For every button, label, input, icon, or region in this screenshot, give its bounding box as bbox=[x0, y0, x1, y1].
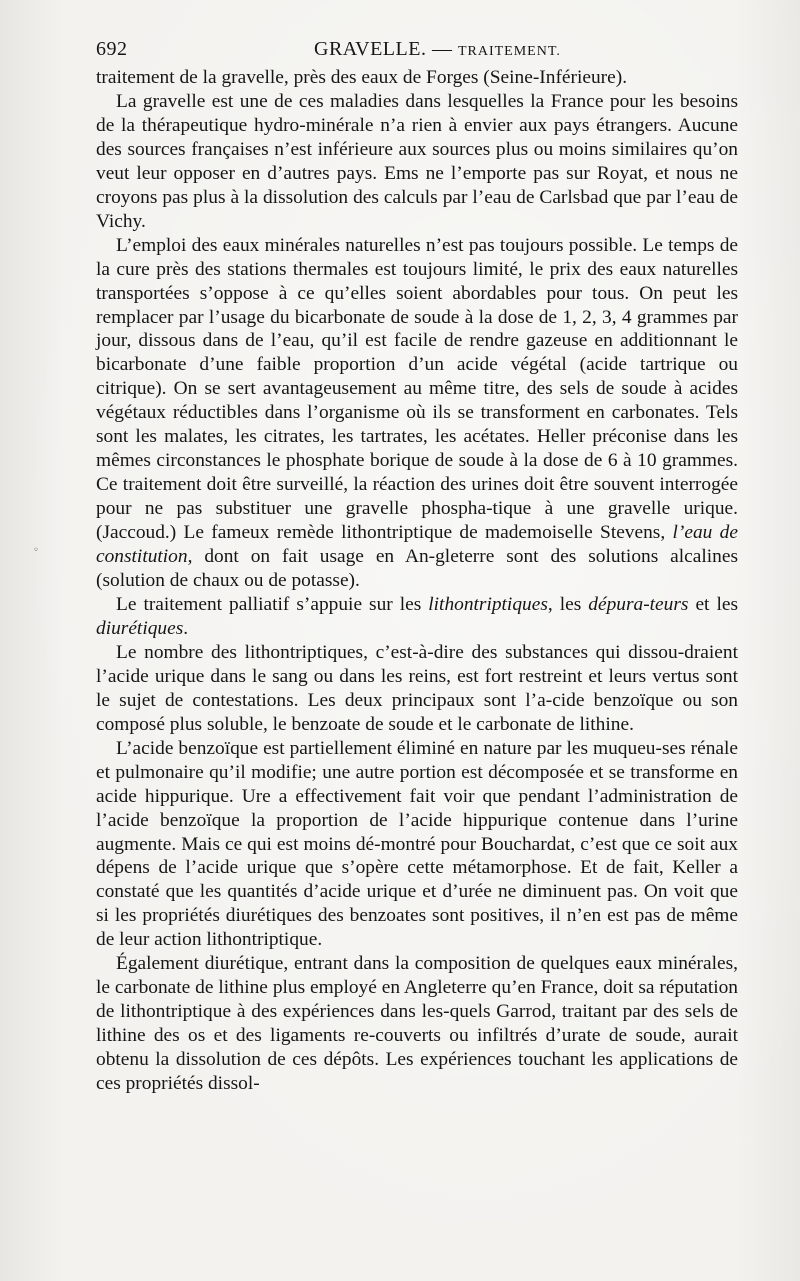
paragraph-4-italic-1: lithontriptiques bbox=[428, 593, 548, 615]
paragraph-3-text-a: L’emploi des eaux minérales naturelles n’est pas toujours possible. Le temps de la cure près des stations thermales est toujours limité, le prix des eaux naturelles transportées s’oppose à ce qu’elles soient abordables pour tous. On peut les remplacer par l’usage du bicarbonate de soude à la dose de 1, 2, 3, 4 grammes par jour, dissous dans de l’eau, qu’il est facile de rendre gazeuse en additionnant le bicarbonate d’une faible proportion d’un acide végétal (acide tartrique ou citrique). On se sert avantageusement au même titre, des sels de soude à acides végétaux réductibles dans l’organisme où ils se transforment en carbonates. Tels sont les malates, les citrates, les tartrates, les acétates. Heller préconise dans les mêmes circonstances le phosphate borique de soude à la dose de 6 à 10 grammes. Ce traitement doit être surveillé, la réaction des urines doit être souvent interrogée pour ne pas substituer une gravelle phospha-tique à une gravelle urique. (Jaccoud.) Le fameux remède lithontriptique de mademoiselle Stevens, bbox=[96, 234, 738, 544]
paragraph-3-text-b: , dont on fait usage en An-gleterre sont des solutions alcalines (solution de chaux ou de potasse). bbox=[96, 546, 738, 592]
running-title-section: TRAITEMENT. bbox=[457, 44, 561, 59]
paragraph-4-text-c: et les bbox=[688, 593, 738, 615]
paragraph-4-italic-2: dépura-teurs bbox=[588, 593, 689, 615]
body-text bbox=[96, 66, 738, 1096]
paragraph-4-text-d: . bbox=[183, 617, 189, 639]
paragraph-4 bbox=[96, 593, 738, 641]
page-header bbox=[96, 36, 738, 66]
paragraph-7: Également diurétique, entrant dans la composition de quelques eaux minérales, le carbonate de lithine plus employé en Angleterre qu’en France, doit sa réputation de lithontriptique à des expériences dans les-quels Garrod, traitant par des sels de lithine des os et des ligaments re-couverts ou infiltrés d’urate de soude, aurait obtenu la dissolution de ces dépôts. Les expériences touchant les applications de ces propriétés dissol- bbox=[96, 953, 738, 1095]
paragraph-6: L’acide benzoïque est partiellement éliminé en nature par les muqueu-ses rénale et pulmonaire qu’il modifie; une autre portion est décomposée et se transforme en acide hippurique. Ure a effectivement fait voir que pendant l’administration de l’acide benzoïque la proportion de l’acide hippurique contenue dans l’urine augmente. Mais ce qui est moins dé-montré pour Bouchardat, c’est que ce soit aux dépens de l’acide urique que s’opère cette métamorphose. Et de fait, Keller a constaté que les quantités d’acide urique et d’urée ne diminuent pas. On voit que si les propriétés diurétiques des benzoates sont positives, il n’en est pas de même de leur action lithontriptique. bbox=[96, 737, 738, 951]
paragraph-2: La gravelle est une de ces maladies dans lesquelles la France pour les besoins de la thérapeutique hydro-minérale n’a rien à envier aux pays étrangers. Aucune des sources françaises n’est inférieure aux sources plus ou moins similaires qu’on veut leur opposer en d’autres pays. Ems ne l’emporte pas sur Royat, et nous ne croyons pas plus à la dissolution des calculs par l’eau de Carlsbad que par l’eau de Vichy. bbox=[96, 90, 738, 232]
paragraph-4-text-b: , les bbox=[547, 593, 589, 615]
paragraph-4-italic-3: diurétiques bbox=[96, 617, 184, 639]
page-number: 692 bbox=[96, 38, 128, 60]
paragraph-3-italic: l’eau de constitution bbox=[96, 522, 738, 568]
paragraph-1: traitement de la gravelle, près des eaux de Forges (Seine-Inférieure). bbox=[96, 67, 628, 88]
paragraph-4-text-a: Le traitement palliatif s’appuie sur les bbox=[116, 593, 429, 615]
running-title-main: GRAVELLE. bbox=[314, 38, 427, 60]
running-title bbox=[314, 38, 561, 61]
running-title-dash: — bbox=[431, 38, 453, 60]
paragraph-3 bbox=[96, 234, 738, 593]
margin-mark: ◦ bbox=[33, 545, 39, 556]
paragraph-5: Le nombre des lithontriptiques, c’est-à-dire des substances qui dissou-draient l’acide urique dans le sang ou dans les reins, est fort restreint et leurs vertus sont le sujet de contestations. Les deux principaux sont l’a-cide benzoïque ou son composé plus soluble, le benzoate de soude et le carbonate de lithine. bbox=[96, 641, 738, 735]
